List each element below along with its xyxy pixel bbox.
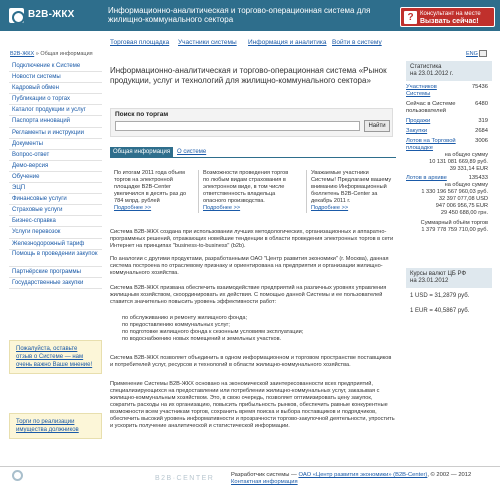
news-text-3: Уважаемые участники Системы! Предлагаем вашему вниманию Информационный бюллетень B2B-Center за декабрь 2011 г. bbox=[311, 170, 392, 205]
consultant-label: Консультант на месте bbox=[420, 11, 481, 17]
statistics-title: Статистика bbox=[410, 64, 442, 70]
footer-copyright: , © 2002 — 2012 bbox=[427, 472, 472, 478]
sidebar-item-procurement-help[interactable]: Помощь в проведении закупок bbox=[9, 250, 102, 267]
auction-link[interactable]: Торги по реализации имущества должников bbox=[16, 419, 79, 433]
statistics-header bbox=[406, 61, 492, 81]
bullet-item: по обслуживанию и ремонту жилищного фонда; bbox=[122, 315, 248, 321]
stat-lots-label[interactable]: Лотов на Торговой площадке bbox=[406, 138, 456, 151]
footer-dev-label: Разработчик системы — bbox=[231, 472, 297, 478]
stat-lots bbox=[406, 138, 492, 152]
sidebar-item-demo[interactable]: Демо-версия bbox=[9, 161, 102, 172]
logo-text[interactable]: B2B-ЖКХ bbox=[28, 9, 75, 20]
currency-title: Курсы валют ЦБ РФ bbox=[410, 271, 467, 277]
sidebar-item-training[interactable]: Обучение bbox=[9, 172, 102, 183]
stat-archive-value: 135433 bbox=[468, 175, 488, 182]
page-title: Информационно-аналитическая и торгово-операционная система «Рынок продукции, услуг и технологий для жилищно-коммунального сектора» bbox=[110, 66, 387, 85]
sidebar-item-partners[interactable]: Партнёрские программы bbox=[9, 267, 102, 278]
stat-lots-value: 3006 bbox=[475, 138, 488, 144]
nav-info-analytics[interactable]: Информация и аналитика bbox=[248, 39, 327, 46]
currency-header bbox=[406, 268, 492, 288]
news-column-1 bbox=[114, 170, 194, 213]
sidebar-item-finance[interactable]: Финансовые услуги bbox=[9, 194, 102, 205]
sidebar-menu bbox=[9, 61, 102, 289]
nav-login[interactable]: Войти в систему bbox=[332, 39, 382, 46]
consultant-button[interactable] bbox=[400, 7, 495, 27]
sidebar-item-staff[interactable]: Кадровый обмен bbox=[9, 83, 102, 94]
sidebar-item-insurance[interactable]: Страховые услуги bbox=[9, 205, 102, 216]
footer-divider bbox=[0, 466, 500, 467]
consultant-call-label: Вызвать сейчас! bbox=[420, 18, 479, 25]
search-panel bbox=[110, 108, 393, 137]
sidebar-item-regulations[interactable]: Регламенты и инструкции bbox=[9, 128, 102, 139]
currency-eur: 1 EUR = 40,5867 руб. bbox=[410, 308, 470, 314]
stat-sales-value: 319 bbox=[478, 118, 488, 124]
sum2-caption: на общую сумму bbox=[444, 182, 488, 189]
stat-purchases bbox=[406, 128, 492, 135]
logo-icon[interactable] bbox=[9, 8, 24, 23]
paragraph-3: Система B2B-ЖКХ призвана обеспечить взаимодействие предприятий на различных уровнях управления жилищным хозяйством, скоординировать их действия. С помощью данной Системы и ее пользователей ставится значительно повысить уровень эффективности работ: bbox=[110, 285, 387, 305]
header-bar bbox=[0, 0, 500, 31]
language-switch[interactable]: ENG bbox=[466, 51, 478, 57]
sidebar-item-innovations[interactable]: Паспорта инноваций bbox=[9, 116, 102, 127]
paragraph-2: По аналогии с другими продуктами, разработанными ОАО "Центр развития экономики" (г. Москва), данная система построена по отраслевому признаку и ориентирована на предприятия и организации жилищно-коммунального хозяйства. bbox=[110, 256, 389, 276]
sidebar-item-connect[interactable]: Подключение к Системе bbox=[9, 61, 102, 72]
breadcrumb bbox=[10, 51, 93, 57]
footer-contacts-link[interactable]: Контактная информация bbox=[231, 479, 298, 485]
sidebar-item-railway[interactable]: Железнодорожный тариф bbox=[9, 239, 102, 250]
total-caption: Суммарный объём торгов bbox=[420, 220, 488, 227]
search-label: Поиск по торгам bbox=[115, 111, 169, 118]
footer-info bbox=[231, 472, 471, 486]
tab-underline bbox=[110, 157, 396, 158]
breadcrumb-current: Общая информация bbox=[40, 51, 93, 57]
paragraph-5: Применение Системы B2B-ЖКХ основано на экономической заинтересованности всех предприятий, специализирующихся на предоставлении или потреблении жилищно-коммунальных услуг, заказывая с жилищно-коммунальным хозяйством. Это, в свою очередь, позволяет оптимизировать цену закупок, сократить расходы на их организацию, повысить прибыльность рынков, обеспечить равные конкурентные возможности всем участникам торгов, сохранить время поиска и выбора поставщиков и подрядчиков, обеспечить высокий уровень информативности и прозрачности торгово-закупочной деятельности, упростить и ускорить получение аналитической и статистической информации. bbox=[110, 381, 395, 429]
search-input[interactable] bbox=[115, 121, 360, 131]
sum1-rub: 10 131 081 669,89 руб. bbox=[429, 158, 488, 165]
feedback-link[interactable]: Пожалуйста, оставьте отзыв о Системе — нам очень важно Ваше мнение! bbox=[16, 346, 93, 368]
sidebar-item-business[interactable]: Бизнес-справка bbox=[9, 216, 102, 227]
sum2-usd: 32 397 077,08 USD bbox=[438, 195, 488, 202]
news-column-2 bbox=[198, 170, 295, 213]
print-icon[interactable] bbox=[479, 50, 487, 57]
sum1-caption: на общую сумму bbox=[444, 152, 488, 158]
currency-date: на 23.01.2012 bbox=[410, 278, 449, 284]
news-column-3 bbox=[306, 170, 394, 213]
bullet-item: по подготовке жилищного фонда к сезонным условиям эксплуатации; bbox=[122, 329, 304, 335]
news-text-2: Возможности проведения торгов по любым видам страхования в электронном виде, в том числе ответственность владельца опасного производства. bbox=[203, 170, 289, 205]
paragraph-4: Система B2B-ЖКХ позволяет объединить в одном информационном и торговом пространстве поставщиков и потребителей услуг, ресурсов и технологий в области жилищно-коммунального хозяйства. bbox=[110, 355, 392, 368]
news-more-link-3[interactable]: Подробнее >> bbox=[311, 205, 349, 212]
stat-purchases-value: 2684 bbox=[475, 128, 488, 134]
sidebar-item-transport[interactable]: Услуги перевозок bbox=[9, 227, 102, 238]
stat-sales-label[interactable]: Продажи bbox=[406, 118, 431, 124]
feedback-box[interactable] bbox=[9, 340, 102, 374]
sum2-eur: 947 006 956,75 EUR bbox=[435, 202, 488, 209]
total-value: 1 379 778 759 710,00 руб. bbox=[421, 227, 488, 234]
bullet-list bbox=[122, 315, 392, 343]
statistics-panel bbox=[406, 61, 492, 234]
news-text-1: По итогам 2011 года объем торгов на электронной площадке B2B-Center увеличился в десять раз до 784 млрд. рублей bbox=[114, 170, 187, 205]
search-button[interactable]: Найти bbox=[364, 120, 390, 132]
stat-participants-value: 75436 bbox=[471, 84, 488, 90]
footer-brand: B2B·CENTER bbox=[155, 475, 215, 482]
sidebar-item-news[interactable]: Новости системы bbox=[9, 72, 102, 83]
stat-online-users bbox=[406, 101, 492, 115]
main-content bbox=[110, 66, 396, 92]
header-title: Информационно-аналитическая и торгово-операционная система для жилищно-коммунального сектора bbox=[108, 6, 371, 24]
stat-participants-label[interactable]: Участников Системы bbox=[406, 84, 437, 97]
auction-box[interactable] bbox=[9, 413, 102, 439]
currency-usd: 1 USD = 31,2879 руб. bbox=[410, 293, 470, 299]
tab-about-system[interactable]: О системе bbox=[177, 149, 207, 155]
question-icon: ? bbox=[404, 11, 417, 24]
stat-archive-label[interactable]: Лотов в архиве bbox=[406, 175, 447, 182]
sum2-uah: 29 450 688,00 грн. bbox=[440, 209, 488, 216]
bullet-item: по предоставлению коммунальных услуг; bbox=[122, 322, 230, 328]
sidebar-item-publications[interactable]: Публикации о торгах bbox=[9, 94, 102, 105]
nav-trading-platform[interactable]: Торговая площадка bbox=[110, 39, 170, 46]
nav-participants[interactable]: Участники системы bbox=[178, 39, 237, 46]
breadcrumb-root[interactable]: B2B-ЖКХ bbox=[10, 51, 35, 57]
news-more-link-2[interactable]: Подробнее >> bbox=[203, 205, 241, 212]
paragraph-1: Система B2B-ЖКХ создана при использовании лучших методологических, организационных и аппаратно-программных решений, отражающих новейшие тенденции в области проведения электронных торгов в сети Интернет на принципах "business-to-business" (b2b). bbox=[110, 229, 394, 249]
news-more-link-1[interactable]: Подробнее >> bbox=[114, 205, 152, 212]
sidebar-item-signature[interactable]: ЭЦП bbox=[9, 183, 102, 194]
sidebar-item-documents[interactable]: Документы bbox=[9, 139, 102, 150]
stat-archive bbox=[406, 175, 492, 182]
bullet-item: по водоснабжению новых помещений и земельных участков. bbox=[122, 336, 282, 342]
sum2-rub: 1 330 196 567 960,03 руб. bbox=[421, 189, 488, 196]
statistics-date: на 23.01.2012 г. bbox=[410, 71, 454, 77]
stat-participants bbox=[406, 84, 492, 98]
stat-sales bbox=[406, 118, 492, 125]
sidebar-item-gov-procurement[interactable]: Государственные закупки bbox=[9, 278, 102, 289]
breadcrumb-separator: » bbox=[35, 51, 39, 57]
stat-online-label: Сейчас в Системе пользователей bbox=[406, 101, 456, 114]
sidebar-item-catalog[interactable]: Каталог продукции и услуг bbox=[9, 105, 102, 116]
stat-purchases-label[interactable]: Закупки bbox=[406, 128, 428, 134]
stat-online-value: 6480 bbox=[475, 101, 488, 107]
tab-general-info[interactable]: Общая информация bbox=[110, 147, 173, 157]
sidebar-item-faq[interactable]: Вопрос-ответ bbox=[9, 150, 102, 161]
footer-dev-link[interactable]: ОАО «Центр развития экономики» (B2B-Center) bbox=[298, 472, 428, 478]
sum1-eur: 39 331,14 EUR bbox=[449, 165, 488, 172]
footer-logo-icon bbox=[12, 470, 23, 481]
